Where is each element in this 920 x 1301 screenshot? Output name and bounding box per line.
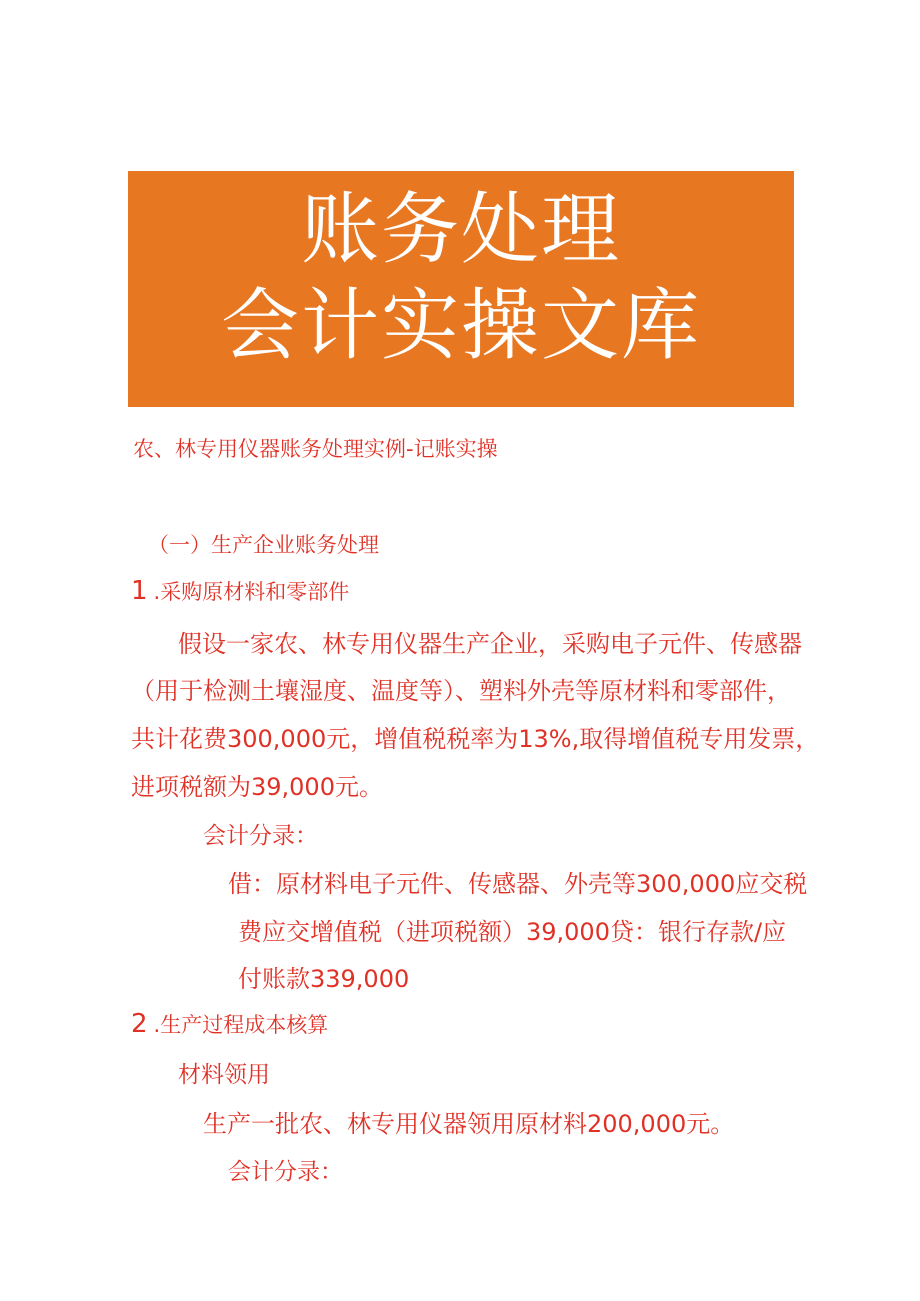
item-1-paragraph-line-2: （用于检测土壤湿度、温度等）、塑料外壳等原材料和零部件，	[131, 677, 791, 705]
section-heading: （一）生产企业账务处理	[148, 533, 379, 557]
document-title: 农、林专用仪器账务处理实例-记账实操	[133, 437, 498, 461]
title-banner	[128, 171, 794, 407]
item-1-paragraph-line-1: 假设一家农、林专用仪器生产企业，采购电子元件、传感器	[178, 630, 802, 658]
banner-title-line-1: 账务处理	[300, 185, 621, 275]
item-1-entry-line-3: 付账款339,000	[238, 965, 410, 993]
item-1-heading	[131, 576, 349, 606]
item-2-paragraph: 生产一批农、林专用仪器领用原材料200,000元。	[203, 1110, 735, 1138]
banner-title-line-2: 会计实操文库	[220, 281, 701, 371]
item-2-subheading: 材料领用	[178, 1062, 270, 1088]
item-1-entry-line-2: 费应交增值税（进项税额）39,000贷：银行存款/应	[238, 918, 787, 946]
item-1-paragraph-line-3: 共计花费300,000元，增值税税率为13%,取得增值税专用发票，	[131, 725, 820, 753]
item-1-entry-label: 会计分录：	[203, 823, 318, 849]
item-2-title: .生产过程成本核算	[153, 1013, 329, 1037]
item-1-title: .采购原材料和零部件	[153, 580, 350, 604]
item-2-entry-label: 会计分录：	[228, 1159, 343, 1185]
item-2-heading	[131, 1009, 328, 1039]
item-1-number: 1	[131, 576, 148, 606]
item-2-number: 2	[131, 1009, 148, 1039]
item-1-entry-line-1: 借：原材料电子元件、传感器、外壳等300,000应交税	[228, 870, 808, 898]
item-1-paragraph-line-4: 进项税额为39,000元。	[131, 773, 383, 801]
